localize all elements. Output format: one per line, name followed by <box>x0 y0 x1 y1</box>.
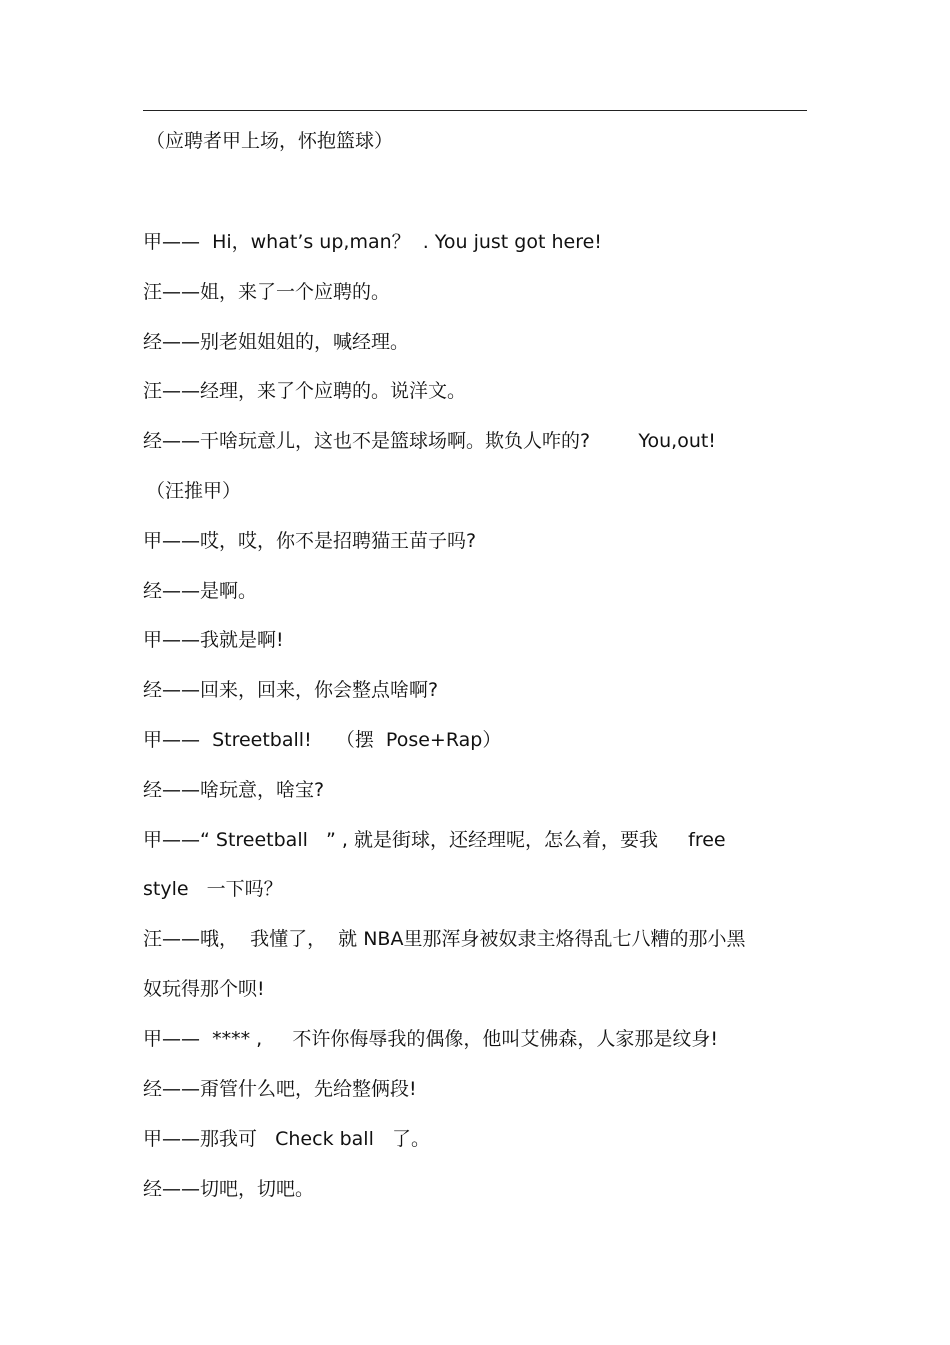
dialogue-line-continued: 奴玩得那个呗! <box>143 978 265 1000</box>
dialogue-line: 经——甭管什么吧，先给整俩段! <box>143 1078 417 1100</box>
dialogue-line: 汪——经理，来了个应聘的。说洋文。 <box>143 380 467 402</box>
dialogue-line: 汪——哦， 我懂了， 就 NBA里那浑身被奴隶主烙得乱七八糟的那小黑 <box>143 928 746 950</box>
stage-direction-enter: （应聘者甲上场，怀抱篮球） <box>146 130 394 152</box>
dialogue-line: 甲——“ Streetball ” , 就是街球，还经理呢，怎么着，要我 free <box>143 829 726 851</box>
dialogue-line: 甲——哎，哎，你不是招聘猫王苗子吗? <box>143 530 477 552</box>
dialogue-line: 甲—— Hi，what’s up,man？ . You just got here! <box>143 231 602 253</box>
stage-direction-push: （汪推甲） <box>146 480 242 502</box>
dialogue-line: 经——是啊。 <box>143 580 258 602</box>
dialogue-line: 经——切吧，切吧。 <box>143 1178 315 1200</box>
dialogue-line: 甲—— **** , 不许你侮辱我的偶像，他叫艾佛森，人家那是纹身! <box>143 1028 718 1050</box>
dialogue-line: 经——干啥玩意儿，这也不是篮球场啊。欺负人咋的? You,out! <box>143 430 716 452</box>
dialogue-line: 汪——姐，来了一个应聘的。 <box>143 281 391 303</box>
dialogue-line: 经——啥玩意，啥宝? <box>143 779 325 801</box>
dialogue-line: 经——回来，回来，你会整点啥啊? <box>143 679 439 701</box>
dialogue-line: 经——别老姐姐姐的，喊经理。 <box>143 331 410 353</box>
dialogue-line: 甲—— Streetball! （摆 Pose+Rap） <box>143 729 502 751</box>
header-rule <box>143 110 807 111</box>
dialogue-line: 甲——我就是啊! <box>143 629 284 651</box>
dialogue-line-continued: style 一下吗？ <box>143 878 283 900</box>
dialogue-line: 甲——那我可 Check ball 了。 <box>143 1128 430 1150</box>
